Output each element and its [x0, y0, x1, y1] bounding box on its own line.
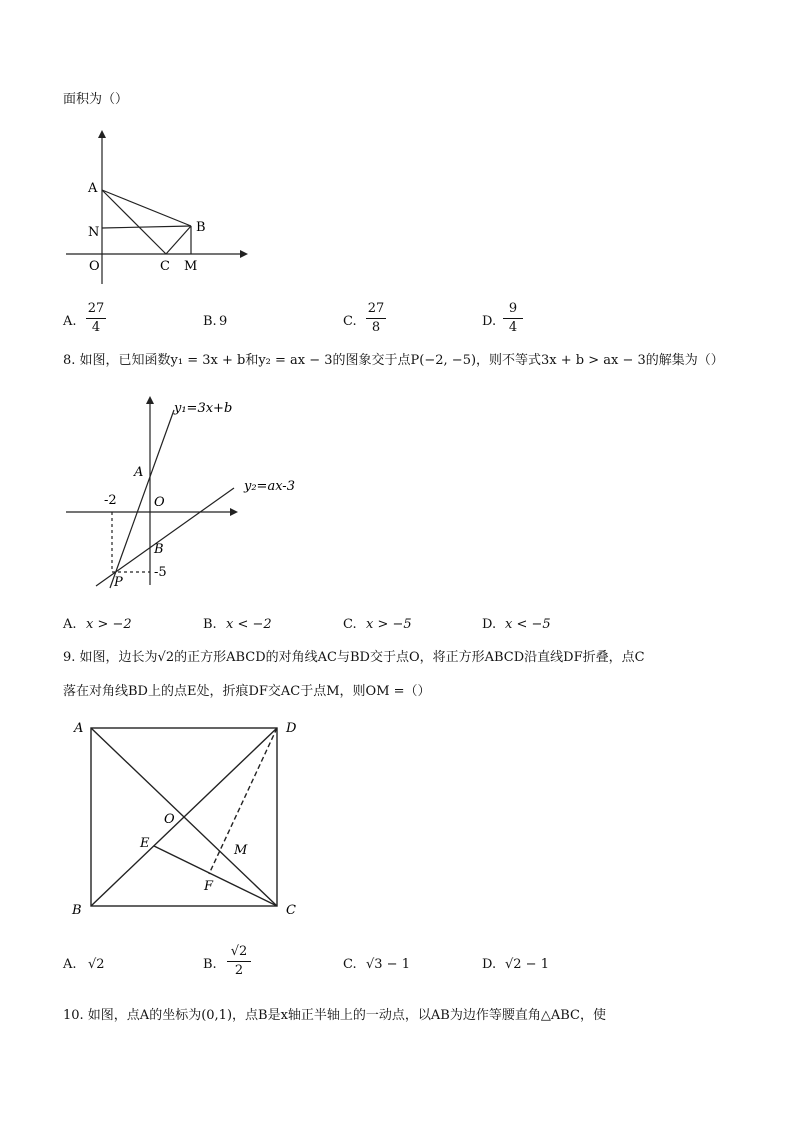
q7-option-a-den: 4	[91, 320, 101, 335]
q9-option-b-fraction	[225, 944, 253, 978]
q7-option-c-fraction	[364, 301, 388, 335]
q8-figure	[62, 390, 302, 605]
q9-label-b: B	[72, 903, 82, 918]
q9-option-b-letter: B.	[203, 957, 217, 972]
q8-option-d-letter: D.	[482, 617, 497, 632]
q9-label-c: C	[286, 903, 296, 918]
q9-label-f: F	[204, 879, 214, 894]
q7-label-m: M	[184, 259, 198, 274]
q7-option-a-letter: A.	[63, 314, 77, 329]
q7-option-d-letter: D.	[482, 314, 497, 329]
q9-option-a-text: √2	[88, 957, 105, 972]
q8-option-c-text: x > −5	[366, 617, 412, 632]
q9-option-c-text: √3 − 1	[366, 957, 410, 972]
q8-stem: 8. 如图，已知函数y₁ = 3x + b和y₂ = ax − 3的图象交于点P(−2, −5)，则不等式3x + b > ax − 3的解集为（）	[63, 353, 724, 368]
q10-stem: 10. 如图，点A的坐标为(0,1)，点B是x轴正半轴上的一动点，以AB为边作等腰直角△ABC，使	[63, 1008, 606, 1023]
q9-label-a: A	[74, 721, 84, 736]
q7-option-a-fraction	[84, 301, 108, 335]
q8-label-o: O	[154, 495, 165, 510]
q9-option-d-letter: D.	[482, 957, 497, 972]
q8-label-b: B	[154, 542, 164, 557]
q7-label-a: A	[88, 181, 98, 196]
q7-option-d-num: 9	[508, 301, 518, 316]
q8-option-d-text: x < −5	[505, 617, 551, 632]
q7-option-a-num: 27	[87, 301, 105, 316]
q8-label-y1: y₁=3x+b	[174, 401, 233, 416]
q7-label-c: C	[160, 259, 170, 274]
q7-option-d-fraction	[501, 301, 525, 335]
q8-option-a-text: x > −2	[86, 617, 132, 632]
q9-label-e: E	[140, 836, 150, 851]
q9-option-a-letter: A.	[63, 957, 77, 972]
q9-label-d: D	[286, 721, 297, 736]
q8-option-b-letter: B.	[203, 617, 217, 632]
q7-label-o: O	[89, 259, 100, 274]
q9-figure	[66, 716, 306, 921]
q8-label-neg5: -5	[154, 565, 167, 580]
q7-option-b-text: 9	[219, 314, 228, 329]
q9-label-m: M	[234, 843, 248, 858]
q9-option-d-text: √2 − 1	[505, 957, 549, 972]
q7-figure	[60, 128, 250, 288]
q9-label-o: O	[164, 812, 175, 827]
q7-label-b: B	[196, 220, 206, 235]
q8-label-a: A	[134, 465, 144, 480]
q9-option-b-num: √2	[230, 944, 248, 959]
q8-label-neg2: -2	[104, 493, 117, 508]
q7-stem-tail: 面积为（）	[63, 92, 129, 107]
q8-option-a-letter: A.	[63, 617, 77, 632]
q9-stem-line2: 落在对角线BD上的点E处，折痕DF交AC于点M，则OM =（）	[63, 684, 431, 699]
q8-label-y2: y₂=ax-3	[244, 479, 295, 494]
q9-stem-line1: 9. 如图，边长为√2的正方形ABCD的对角线AC与BD交于点O，将正方形ABCD沿直线DF折叠，点C	[63, 650, 645, 665]
q7-option-c-num: 27	[367, 301, 385, 316]
q7-option-b-letter: B.	[203, 314, 217, 329]
q8-option-c-letter: C.	[343, 617, 357, 632]
q7-label-n: N	[88, 225, 100, 240]
q7-option-d-den: 4	[508, 320, 518, 335]
q8-label-p: P	[114, 575, 123, 590]
q7-option-c-letter: C.	[343, 314, 357, 329]
q9-option-c-letter: C.	[343, 957, 357, 972]
q9-option-b-den: 2	[234, 963, 244, 978]
q8-option-b-text: x < −2	[226, 617, 272, 632]
q7-option-c-den: 8	[371, 320, 381, 335]
